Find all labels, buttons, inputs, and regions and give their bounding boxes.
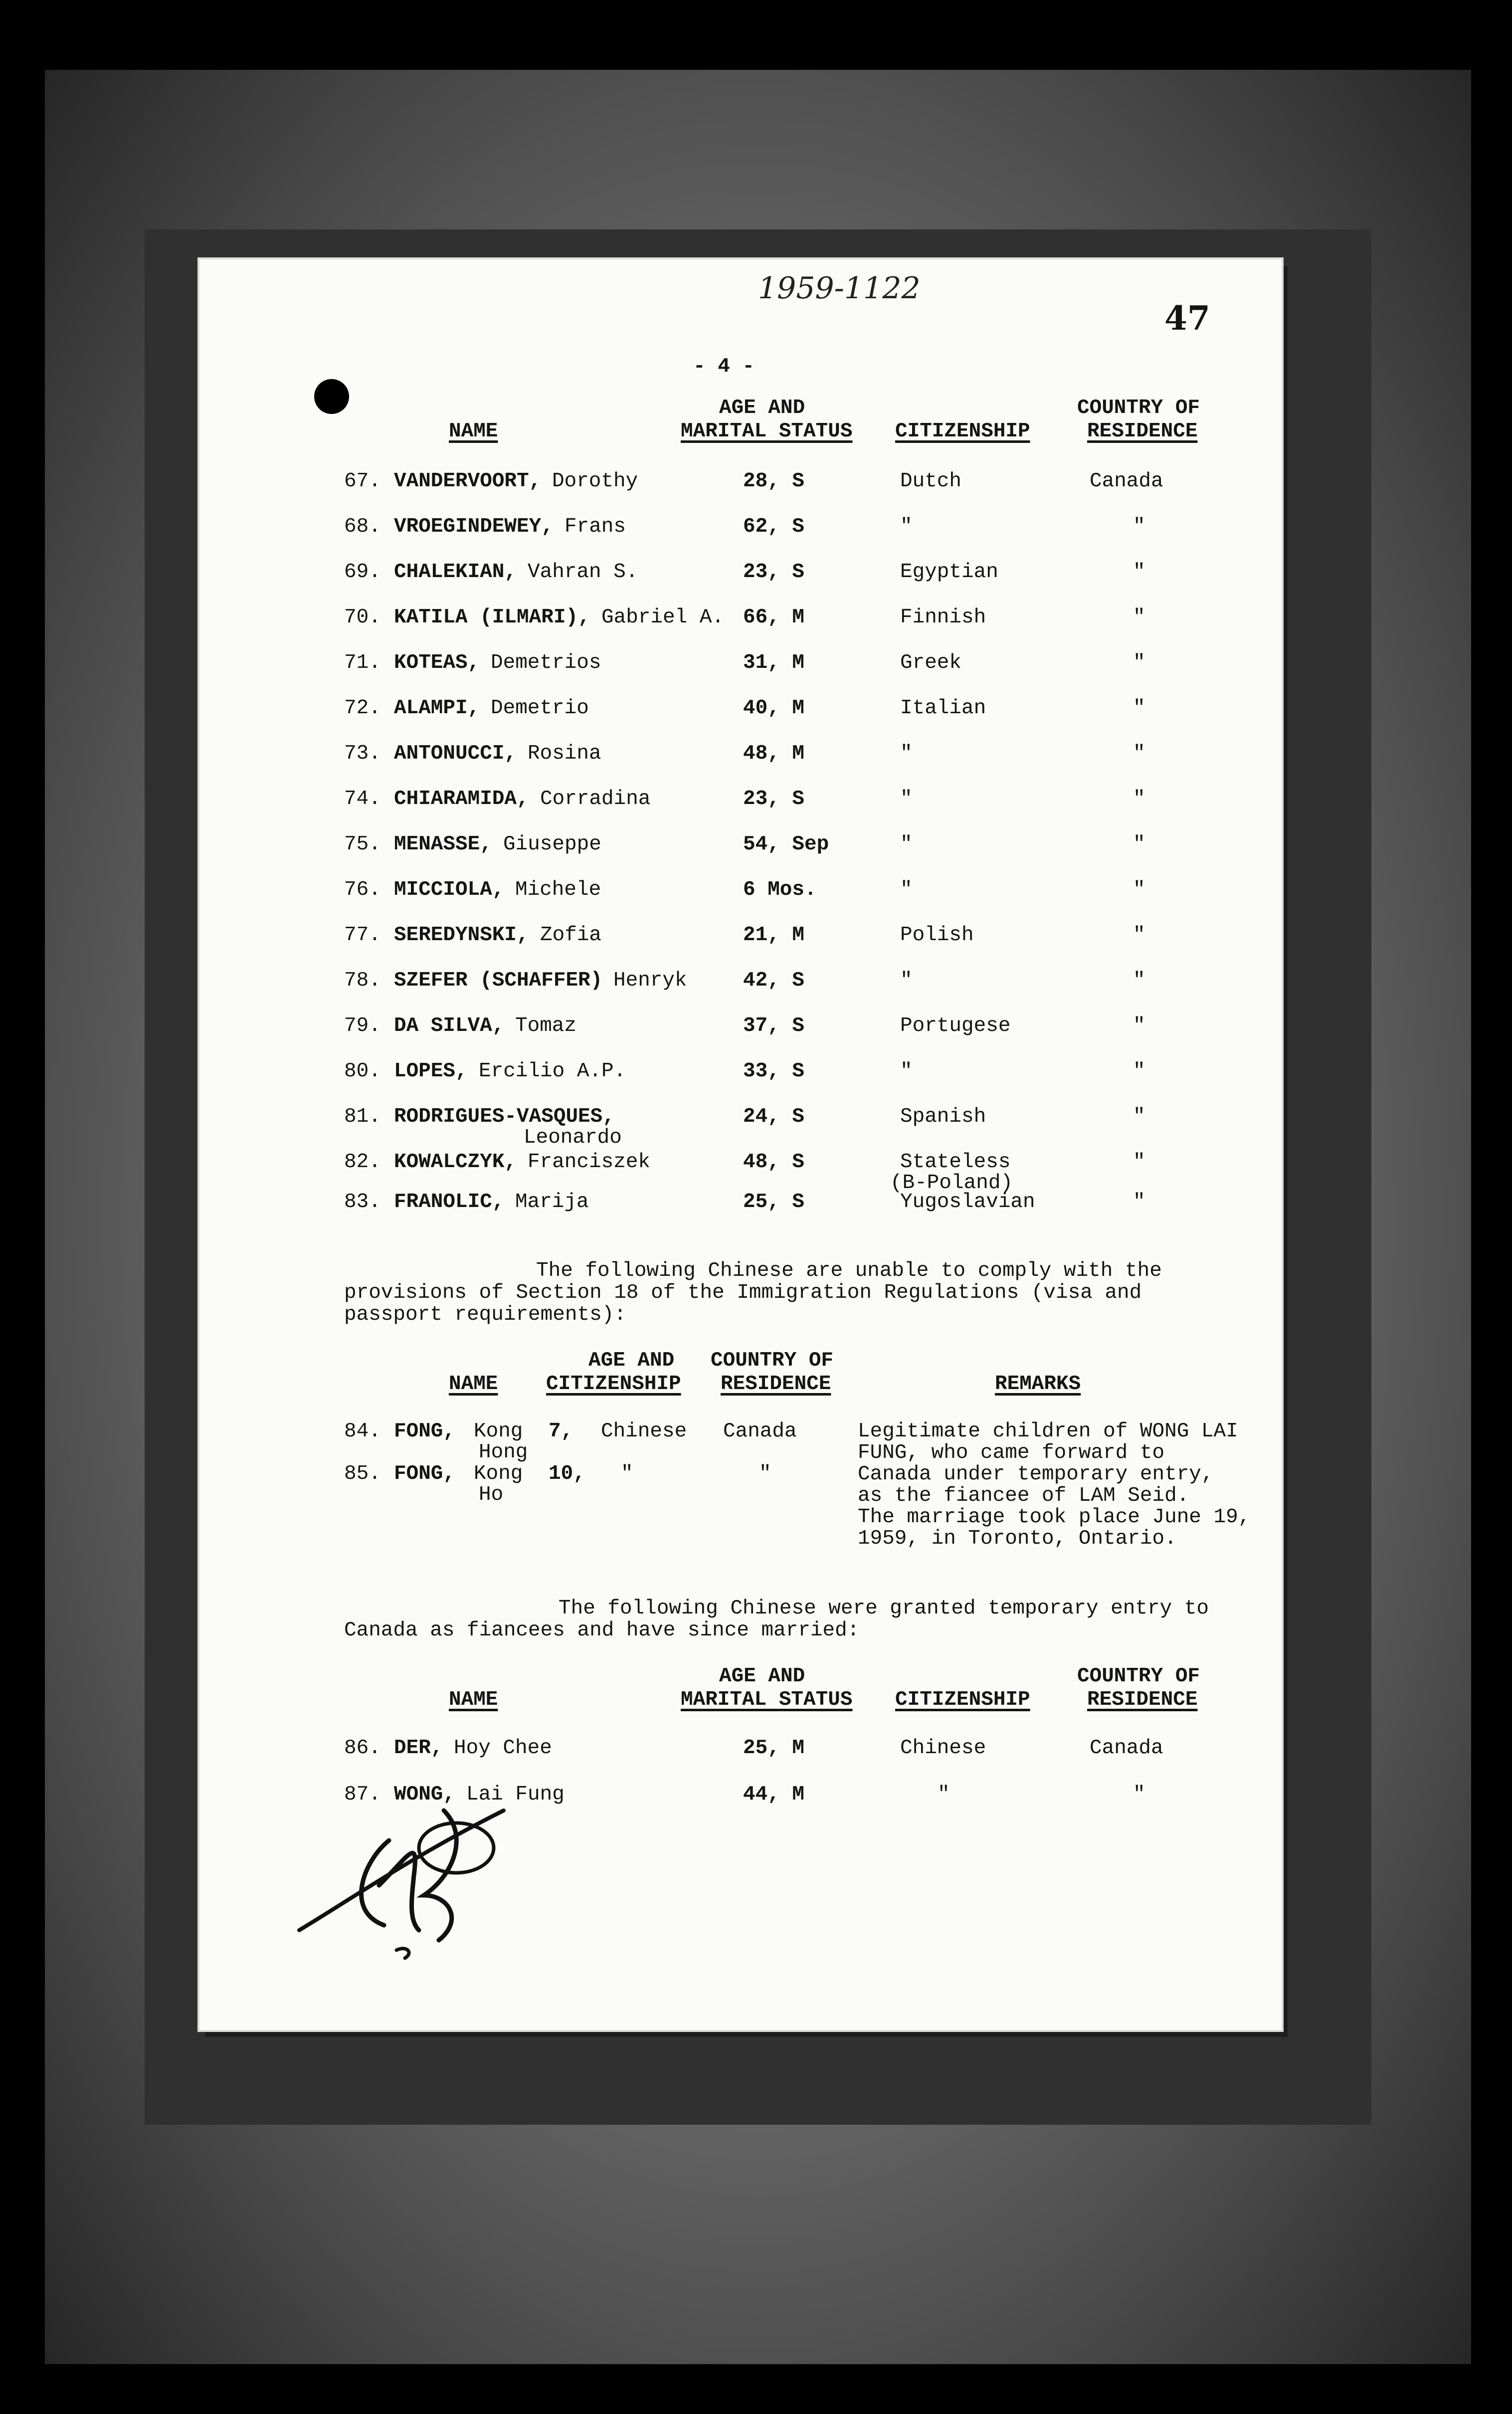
paragraph2-line2: Canada as fiancees and have since married:: [344, 1619, 860, 1642]
row-surname: FRANOLIC,: [394, 1191, 505, 1213]
row-number: 67.: [344, 470, 381, 493]
row-number: 70.: [344, 606, 381, 629]
row-given-name: Rosina: [528, 742, 601, 765]
row-country: ": [1133, 606, 1145, 629]
row-citizenship: ": [621, 1462, 633, 1485]
row-number: 79.: [344, 1014, 381, 1037]
table1-header-name: NAME: [449, 420, 498, 443]
row-number: 76.: [344, 878, 381, 901]
row-citizenship: Yugoslavian: [900, 1191, 1035, 1213]
row-citizenship: Stateless: [900, 1151, 1011, 1174]
row-country: ": [1133, 1060, 1145, 1083]
row-age: 7,: [549, 1420, 573, 1443]
table3-header-country-line2: RESIDENCE: [1087, 1688, 1198, 1711]
row-number: 77.: [344, 924, 381, 947]
table3-header-name: NAME: [449, 1688, 498, 1711]
row-age-status: 40, M: [743, 697, 805, 720]
row-given-name: Demetrio: [491, 697, 589, 720]
row-country: ": [1133, 833, 1145, 856]
row-citizenship: Spanish: [900, 1105, 986, 1128]
row-surname: MENASSE,: [394, 833, 492, 856]
row-given-name: Leonardo: [524, 1126, 622, 1149]
row-given-name: Kong: [474, 1420, 523, 1443]
row-country: ": [1133, 788, 1145, 810]
row-age: 10,: [549, 1462, 585, 1485]
paragraph2-line1: The following Chinese were granted temporary entry to: [559, 1597, 1209, 1620]
row-surname: DER,: [394, 1737, 443, 1760]
row-given-name: Hoy Chee: [454, 1737, 552, 1760]
row-age-status: 23, S: [743, 788, 805, 810]
remarks-line: The marriage took place June 19,: [858, 1506, 1251, 1529]
row-country: ": [1133, 1151, 1145, 1174]
row-country: ": [1133, 742, 1145, 765]
row-age-status: 31, M: [743, 651, 805, 674]
row-age-status: 42, S: [743, 969, 805, 992]
row-age-status: 37, S: [743, 1014, 805, 1037]
row-country: ": [1133, 515, 1145, 538]
row-age-status: 54, Sep: [743, 833, 829, 856]
row-country: ": [1133, 1105, 1145, 1128]
row-surname: KOTEAS,: [394, 651, 480, 674]
row-given-name: Tomaz: [515, 1014, 577, 1037]
page-number: 47: [1164, 299, 1210, 338]
row-given-name: Vahran S.: [528, 561, 638, 584]
row-citizenship: Chinese: [900, 1737, 986, 1760]
row-given-name: Demetrios: [491, 651, 601, 674]
row-given-name: Henryk: [613, 969, 687, 992]
table2-header-country-line2: RESIDENCE: [721, 1373, 831, 1396]
row-number: 81.: [344, 1105, 381, 1128]
row-surname: FONG,: [394, 1420, 456, 1443]
row-country: Canada: [1090, 470, 1163, 493]
remarks-line: Canada under temporary entry,: [858, 1463, 1214, 1486]
table2-header-country-line1: COUNTRY OF: [711, 1349, 834, 1372]
row-age-status: 48, S: [743, 1151, 805, 1174]
row-number: 87.: [344, 1783, 381, 1806]
row-surname: LOPES,: [394, 1060, 468, 1083]
row-number: 82.: [344, 1151, 381, 1174]
row-number: 80.: [344, 1060, 381, 1083]
table1-header-country-line1: COUNTRY OF: [1077, 397, 1200, 419]
table2-header-name: NAME: [449, 1373, 498, 1396]
row-citizenship: Greek: [900, 651, 962, 674]
row-given-name: Giuseppe: [503, 833, 601, 856]
row-age-status: 6 Mos.: [743, 878, 817, 901]
row-surname: DA SILVA,: [394, 1014, 505, 1037]
row-given-name-line2: Hong: [479, 1441, 528, 1464]
table2-header-remarks: REMARKS: [995, 1373, 1081, 1396]
row-citizenship: Egyptian: [900, 561, 998, 584]
row-citizenship: ": [900, 515, 913, 538]
row-age-status: 28, S: [743, 470, 805, 493]
row-age-status: 62, S: [743, 515, 805, 538]
row-number: 72.: [344, 697, 381, 720]
row-country: ": [1133, 1014, 1145, 1037]
row-surname: CHIARAMIDA,: [394, 788, 529, 810]
row-surname: FONG,: [394, 1462, 456, 1485]
remarks-line: FUNG, who came forward to: [858, 1441, 1165, 1464]
handwritten-signature: [289, 1781, 529, 1970]
table3-header-country-line1: COUNTRY OF: [1077, 1665, 1200, 1688]
row-citizenship: Chinese: [601, 1420, 687, 1443]
row-country: Canada: [1090, 1737, 1163, 1760]
row-age-status: 48, M: [743, 742, 805, 765]
row-number: 69.: [344, 561, 381, 584]
row-age-status: 25, M: [743, 1737, 805, 1760]
table1-header-age-line2: MARITAL STATUS: [681, 420, 853, 443]
table3-header-age-line1: AGE AND: [719, 1665, 805, 1688]
row-number: 75.: [344, 833, 381, 856]
row-number: 86.: [344, 1737, 381, 1760]
row-country: Canada: [723, 1420, 797, 1443]
row-citizenship: Polish: [900, 924, 974, 947]
row-given-name: Frans: [565, 515, 626, 538]
row-citizenship: Finnish: [900, 606, 986, 629]
remarks-line: Legitimate children of WONG LAI: [858, 1420, 1238, 1443]
row-surname: VANDERVOORT,: [394, 470, 542, 493]
handwritten-annotation: 1959-1122: [758, 271, 921, 306]
row-age-status: 44, M: [743, 1783, 805, 1806]
row-surname: KATILA (ILMARI),: [394, 606, 590, 629]
row-number: 73.: [344, 742, 381, 765]
row-given-name-line2: Ho: [479, 1483, 504, 1506]
row-citizenship: ": [938, 1783, 950, 1806]
row-surname: KOWALCZYK,: [394, 1151, 517, 1174]
row-surname: ANTONUCCI,: [394, 742, 517, 765]
row-country: ": [1133, 1191, 1145, 1213]
row-number: 83.: [344, 1191, 381, 1213]
row-country: ": [1133, 924, 1145, 947]
table1-header-age-line1: AGE AND: [719, 397, 805, 419]
row-country: ": [1133, 561, 1145, 584]
table1-header-citizenship: CITIZENSHIP: [895, 420, 1030, 443]
row-given-name: Kong: [474, 1462, 523, 1485]
row-given-name: Ercilio A.P.: [479, 1060, 626, 1083]
row-citizenship: ": [900, 1060, 913, 1083]
row-surname: ALAMPI,: [394, 697, 480, 720]
row-age-status: 33, S: [743, 1060, 805, 1083]
row-age-status: 21, M: [743, 924, 805, 947]
row-country: ": [1133, 651, 1145, 674]
row-citizenship: Dutch: [900, 470, 962, 493]
row-given-name: Lai Fung: [466, 1783, 565, 1806]
table2-header-age-line1: AGE AND: [588, 1349, 675, 1372]
row-age-status: 66, M: [743, 606, 805, 629]
row-age-status: 25, S: [743, 1191, 805, 1213]
row-given-name: Corradina: [540, 788, 651, 810]
row-citizenship: ": [900, 788, 913, 810]
row-surname: RODRIGUES-VASQUES,: [394, 1105, 615, 1128]
paragraph1-line3: passport requirements):: [344, 1303, 626, 1326]
table3-header-age-line2: MARITAL STATUS: [681, 1688, 853, 1711]
row-given-name: Franciszek: [528, 1151, 651, 1174]
page-marker: - 4 -: [693, 355, 755, 378]
row-country: ": [1133, 969, 1145, 992]
row-citizenship: ": [900, 969, 913, 992]
row-citizenship: ": [900, 833, 913, 856]
row-surname: CHALEKIAN,: [394, 561, 517, 584]
row-country: ": [759, 1462, 771, 1485]
paragraph1-line2: provisions of Section 18 of the Immigration Regulations (visa and: [344, 1281, 1142, 1304]
table2-header-age-line2: CITIZENSHIP: [546, 1373, 681, 1396]
row-surname: MICCIOLA,: [394, 878, 505, 901]
row-surname: SEREDYNSKI,: [394, 924, 529, 947]
row-country: ": [1133, 878, 1145, 901]
punch-hole: [314, 379, 349, 414]
row-given-name: Marija: [515, 1191, 589, 1213]
row-number: 71.: [344, 651, 381, 674]
row-surname: SZEFER (SCHAFFER): [394, 969, 603, 992]
row-number: 84.: [344, 1420, 381, 1443]
remarks-line: as the fiancee of LAM Seid.: [858, 1484, 1189, 1507]
row-number: 74.: [344, 788, 381, 810]
row-surname: VROEGINDEWEY,: [394, 515, 554, 538]
paragraph1-line1: The following Chinese are unable to comply with the: [536, 1259, 1162, 1282]
row-given-name: Gabriel A.: [601, 606, 725, 629]
row-number: 68.: [344, 515, 381, 538]
row-citizenship: ": [900, 742, 913, 765]
table1-header-country-line2: RESIDENCE: [1087, 420, 1198, 443]
row-age-status: 23, S: [743, 561, 805, 584]
row-citizenship: Italian: [900, 697, 986, 720]
row-citizenship-note: (B-Poland): [890, 1172, 1013, 1195]
row-country: ": [1133, 1783, 1145, 1806]
row-given-name: Zofia: [540, 924, 602, 947]
row-given-name: Dorothy: [552, 470, 638, 493]
row-citizenship: ": [900, 878, 913, 901]
row-country: ": [1133, 697, 1145, 720]
remarks-line: 1959, in Toronto, Ontario.: [858, 1527, 1177, 1550]
row-citizenship: Portugese: [900, 1014, 1011, 1037]
row-number: 85.: [344, 1462, 381, 1485]
row-age-status: 24, S: [743, 1105, 805, 1128]
row-surname: WONG,: [394, 1783, 456, 1806]
row-given-name: Michele: [515, 878, 601, 901]
table3-header-citizenship: CITIZENSHIP: [895, 1688, 1030, 1711]
row-number: 78.: [344, 969, 381, 992]
